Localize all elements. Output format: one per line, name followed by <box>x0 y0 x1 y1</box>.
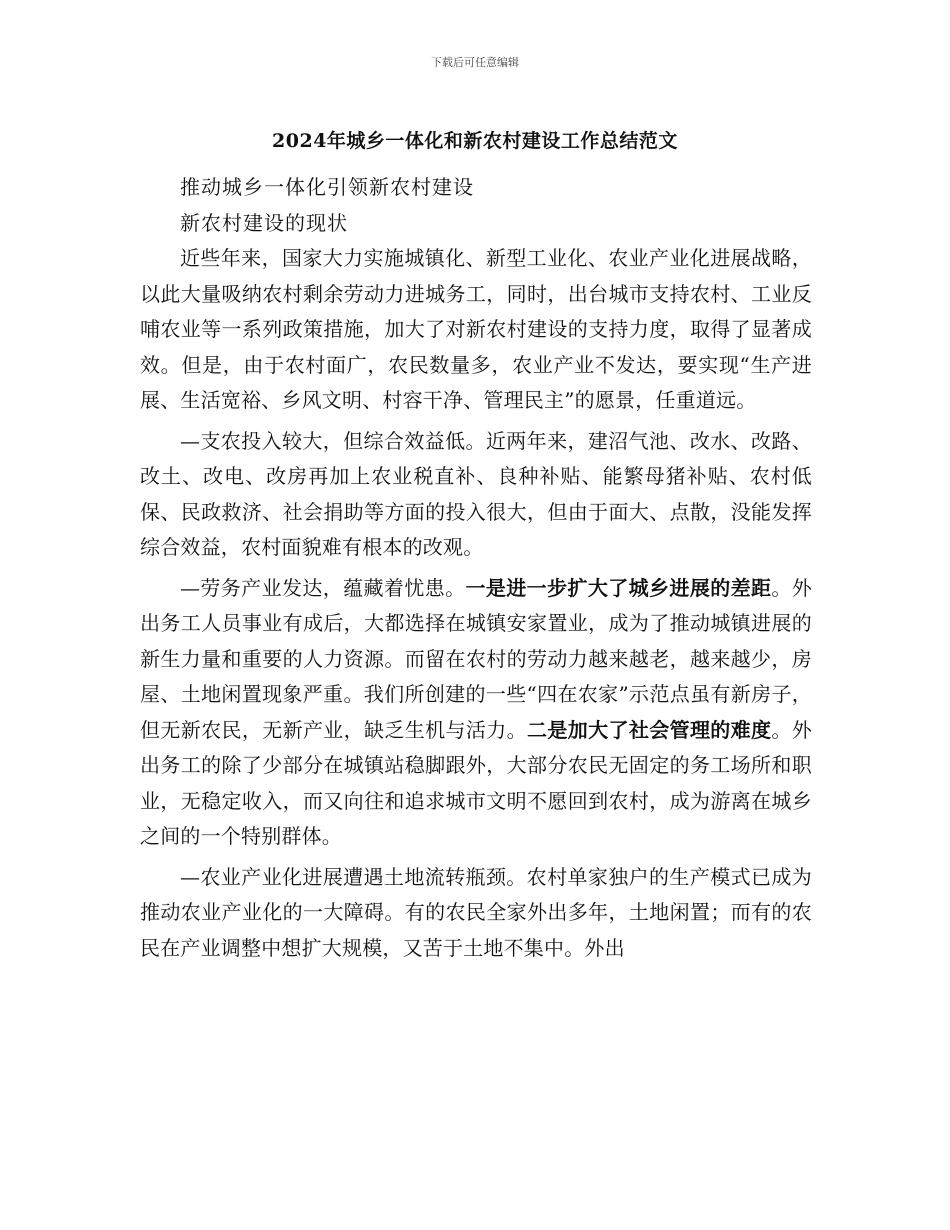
paragraph-3-text-2: 。外出务工的除了少部分在城镇站稳脚跟外，大部分农民无固定的务工场所和职业，无稳定收入，而又向往和追求城市文明不愿回到农村，成为游离在城乡之间的一个特别群体。 <box>140 717 812 848</box>
header-note: 下载后可任意编辑 <box>431 56 519 69</box>
paragraph-3-text-1: 。外出务工人员事业有成后，大都选择在城镇安家置业，成为了推动城镇进展的新生力量和重要的人力资源。而留在农村的劳动力越来越老，越来越少，房屋、土地闲置现象严重。我们所创建的一些“四在农家”示范点虽有新房子，但无新农民，无新产业，缺乏生机与活力。 <box>140 575 812 742</box>
document-title: 2024年城乡一体化和新农村建设工作总结范文 <box>272 130 678 152</box>
subtitle: 推动城乡一体化引领新农村建设 <box>180 175 474 199</box>
paragraph-2: —支农投入较大，但综合效益低。近两年来，建沼气池、改水、改路、改土、改电、改房再加上农业税直补、良种补贴、能繁母猪补贴、农村低保、民政救济、社会捐助等方面的投入很大，但由于面大、点散，没能发挥综合效益，农村面貌难有根本的改观。 <box>140 428 812 559</box>
section-heading: 新农村建设的现状 <box>180 210 348 235</box>
paragraph-4: —农业产业化进展遭遇土地流转瓶颈。农村单家独户的生产模式已成为推动农业产业化的一大障碍。有的农民全家外出多年，土地闲置；而有的农民在产业调整中想扩大规模，又苦于土地不集中。外出 <box>140 864 812 960</box>
paragraph-3-bold-1: 一是进一步扩大了城乡进展的差距 <box>465 575 772 600</box>
paragraph-3-lead: —劳务产业发达，蕴藏着忧患。 <box>180 575 466 600</box>
paragraph-1: 近些年来，国家大力实施城镇化、新型工业化、农业产业化进展战略，以此大量吸纳农村剩余劳动力进城务工，同时，出台城市支持农村、工业反哺农业等一系列政策措施，加大了对新农村建设的支持力度，取得了显著成效。但是，由于农村面广，农民数量多，农业产业不发达，要实现“生产进展、生活宽裕、乡风文明、村容干净、管理民主”的愿景，任重道远。 <box>140 246 812 412</box>
paragraph-3-bold-2: 二是加大了社会管理的难度 <box>527 717 772 742</box>
paragraph-3 <box>140 571 812 855</box>
document-body <box>140 170 812 966</box>
